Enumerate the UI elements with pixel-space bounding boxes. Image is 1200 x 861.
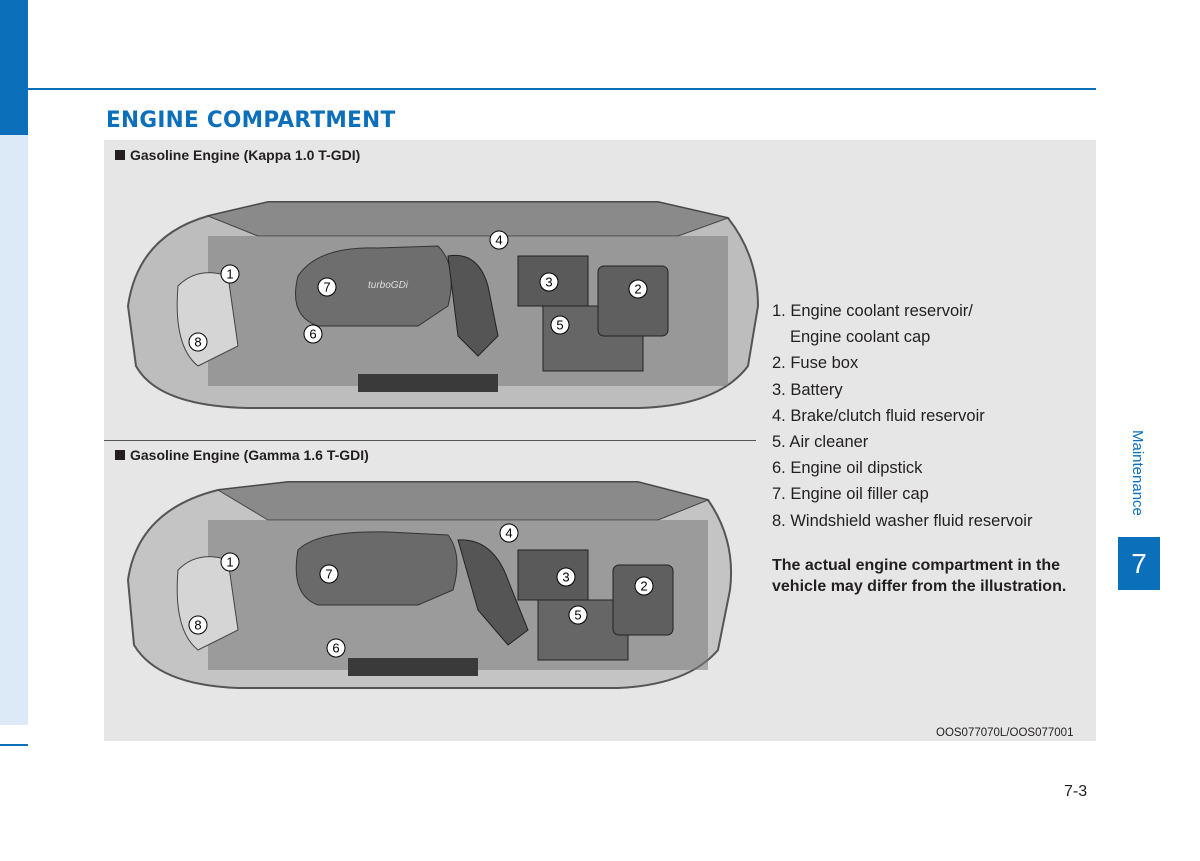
callout-6: 6 [309,326,317,342]
chapter-label-text: Maintenance [1129,430,1146,516]
left-margin-accent [0,0,28,135]
callout-4: 4 [495,232,503,248]
header-rule [28,88,1096,90]
square-bullet-icon [115,150,125,160]
legend-item: 1. Engine coolant reservoir/ [772,302,973,320]
legend-item: 5. Air cleaner [772,433,869,452]
legend-item: Engine coolant cap [790,328,931,347]
chapter-side-label [1128,430,1152,534]
figure-reference: OOS077070L/OOS077001 [936,727,1074,739]
callout-1: 1 [226,554,234,570]
footer-rule [0,744,28,746]
figure-caption-gamma [115,447,369,463]
figure-caption-kappa [115,147,360,163]
page-number: 7-3 [1064,783,1088,800]
callout-8: 8 [194,617,202,633]
callout-5: 5 [556,317,564,333]
callout-3: 3 [545,274,553,290]
turbo-gdi-badge: turboGDi [368,280,409,291]
legend-item: 2. Fuse box [772,354,859,373]
callout-5: 5 [574,607,582,623]
figure-caption-text: Gasoline Engine (Gamma 1.6 T-GDI) [130,447,369,463]
illustration-note: The actual engine compartment in the vehicle may differ from the illustration. [772,557,1067,595]
engine-illustration-kappa [118,196,766,412]
legend-item: 7. Engine oil filler cap [772,485,929,504]
callout-4: 4 [505,525,513,541]
figure-caption-text: Gasoline Engine (Kappa 1.0 T-GDI) [130,147,361,163]
legend-item: 8. Windshield washer fluid reservoir [772,511,1033,530]
callout-1: 1 [226,266,234,282]
callout-3: 3 [562,569,570,585]
engine-illustration-gamma [118,480,738,692]
callout-7: 7 [325,566,333,582]
section-title: ENGINE COMPARTMENT [106,108,396,133]
square-bullet-icon [115,450,125,460]
component-legend [772,298,1092,534]
callout-8: 8 [194,334,202,350]
figure-divider [104,440,756,441]
callout-7: 7 [323,279,331,295]
callout-2: 2 [640,578,648,594]
chapter-tab: 7 [1118,537,1160,590]
legend-item: 6. Engine oil dipstick [772,459,923,478]
legend-item: 4. Brake/clutch fluid reservoir [772,406,985,425]
callout-6: 6 [332,640,340,656]
callout-2: 2 [634,281,642,297]
legend-item: 3. Battery [772,380,843,399]
